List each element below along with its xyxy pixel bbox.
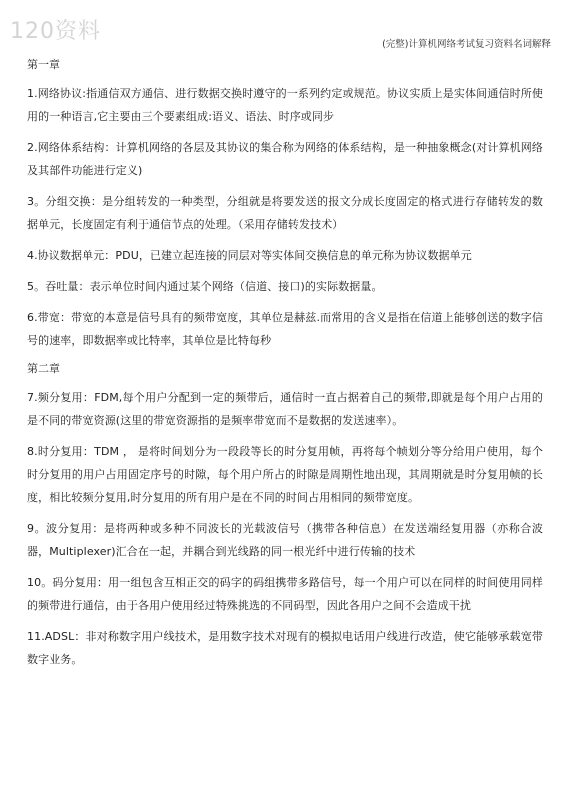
document-title: (完整)计算机网络考试复习资料名词解释: [382, 39, 551, 50]
term-protocol-data-unit: 4.协议数据单元：PDU，已建立起连接的同层对等实体间交换信息的单元称为协议数据单元: [27, 249, 472, 262]
term-fdm: 7.频分复用：FDM,每个用户分配到一定的频带后，通信时一直占据着自己的频带,即就是每个用户占用的是不同的带宽资源(这里的带宽资源指的是频率带宽而不是数据的发送速率）。: [27, 391, 543, 427]
chapter-heading: 第一章: [27, 58, 60, 71]
term-cdm: 10。码分复用：用一组包含互相正交的码字的码组携带多路信号，每一个用户可以在同样的时间使用同样的频带进行通信，由于各用户使用经过特殊挑选的不同码型，因此各用户之间不会造成干扰: [27, 576, 543, 612]
term-packet-switching: 3。分组交换：是分组转发的一种类型，分组就是将要发送的报文分成长度固定的格式进行存储转发的数据单元，长度固定有利于通信节点的处理。（采用存储转发技术）: [27, 195, 543, 231]
document-body: [27, 56, 543, 679]
chapter-heading: 第二章: [27, 362, 60, 375]
term-network-architecture: 2.网络体系结构：计算机网络的各层及其协议的集合称为网络的体系结构，是一种抽象概念(对计算机网络及其部件功能进行定义): [27, 141, 543, 177]
term-tdm: 8.时分复用：TDM ， 是将时间划分为一段段等长的时分复用帧，再将每个帧划分等分给用户使用，每个时分复用的用户占用固定序号的时隙，每个用户所占的时隙是周期性地出现，其周期就是时分复用帧的长度，相比较频分复用,时分复用的所有用户是在不同的时间占用相同的频带宽度。: [27, 445, 543, 504]
watermark-logo: 120资料: [10, 19, 101, 44]
chapter-1: [27, 56, 543, 352]
term-adsl: 11.ADSL：非对称数字用户线技术，是用数字技术对现有的模拟电话用户线进行改造，使它能够承载宽带数字业务。: [27, 630, 543, 666]
term-bandwidth: 6.带宽：带宽的本意是信号具有的频带宽度，其单位是赫兹.而常用的含义是指在信道上能够创送的数字信号的速率，即数据率或比特率，其单位是比特每秒: [27, 311, 543, 347]
term-throughput: 5。吞吐量：表示单位时间内通过某个网络（信道、接口)的实际数据量。: [27, 280, 383, 293]
term-network-protocol: 1.网络协议:指通信双方通信、进行数据交换时遵守的一系列约定或规范。协议实质上是实体间通信时所使用的一种语言,它主要由三个要素组成:语义、语法、时序或同步: [27, 87, 543, 123]
chapter-2: [27, 360, 543, 671]
term-wdm: 9。波分复用：是将两种或多种不同波长的光载波信号（携带各种信息）在发送端经复用器（亦称合波器，Multiplexer)汇合在一起，并耦合到光线路的同一根光纤中进行传输的技术: [27, 522, 543, 558]
